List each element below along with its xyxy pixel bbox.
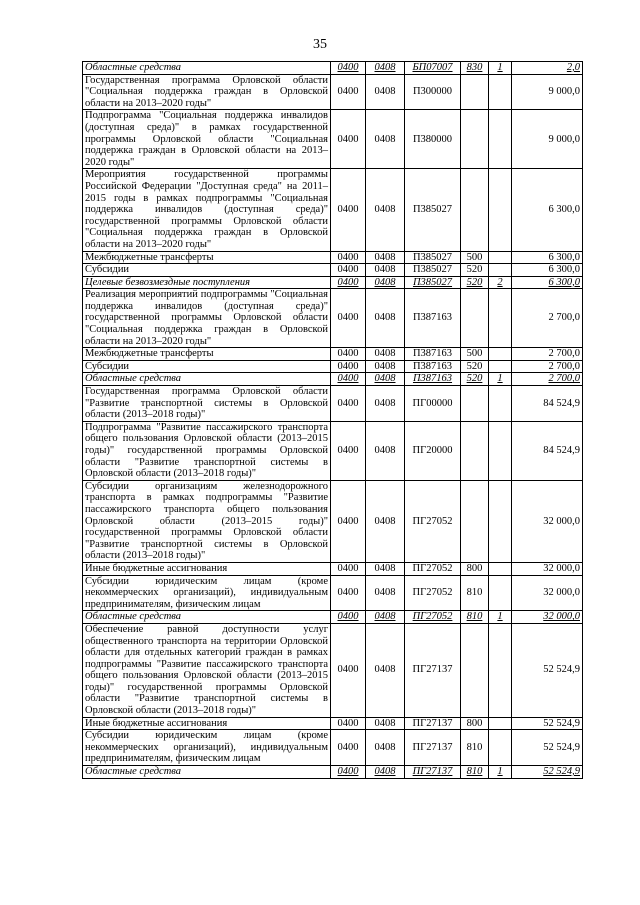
row-target-article: ПГ27052 xyxy=(405,575,461,611)
row-source-code: 1 xyxy=(489,611,512,624)
row-subsection-code: 0408 xyxy=(366,480,405,562)
row-name: Межбюджетные трансферты xyxy=(83,348,331,361)
row-expense-type xyxy=(461,289,489,348)
row-expense-type: 810 xyxy=(461,575,489,611)
row-amount: 2 700,0 xyxy=(512,360,583,373)
table-row xyxy=(83,110,583,169)
table-row xyxy=(83,276,583,289)
table-row xyxy=(83,386,583,422)
row-target-article: П387163 xyxy=(405,373,461,386)
row-expense-type: 800 xyxy=(461,562,489,575)
row-subsection-code: 0408 xyxy=(366,562,405,575)
row-subsection-code: 0408 xyxy=(366,110,405,169)
row-section-code: 0400 xyxy=(331,421,366,480)
table-row xyxy=(83,766,583,779)
row-source-code xyxy=(489,289,512,348)
row-name: Областные средства xyxy=(83,62,331,75)
row-amount: 32 000,0 xyxy=(512,562,583,575)
row-target-article: БП07007 xyxy=(405,62,461,75)
table-row xyxy=(83,62,583,75)
row-name: Областные средства xyxy=(83,611,331,624)
row-amount: 6 300,0 xyxy=(512,264,583,277)
row-expense-type xyxy=(461,386,489,422)
row-subsection-code: 0408 xyxy=(366,575,405,611)
row-source-code: 1 xyxy=(489,62,512,75)
row-subsection-code: 0408 xyxy=(366,421,405,480)
row-target-article: ПГ27052 xyxy=(405,480,461,562)
row-name: Подпрограмма "Развитие пассажирского транспорта общего пользования Орловской области (2013–2015 годы)" государственной программы Орловской области "Развитие транспортной системы в Орловской области (2013–2018 годы)" xyxy=(83,421,331,480)
row-expense-type xyxy=(461,421,489,480)
row-amount: 6 300,0 xyxy=(512,251,583,264)
row-name: Межбюджетные трансферты xyxy=(83,251,331,264)
row-expense-type: 520 xyxy=(461,373,489,386)
row-source-code xyxy=(489,251,512,264)
row-source-code: 2 xyxy=(489,276,512,289)
row-source-code xyxy=(489,264,512,277)
row-section-code: 0400 xyxy=(331,264,366,277)
row-section-code: 0400 xyxy=(331,562,366,575)
row-expense-type xyxy=(461,110,489,169)
row-target-article: П385027 xyxy=(405,276,461,289)
row-section-code: 0400 xyxy=(331,289,366,348)
row-target-article: ПГ27137 xyxy=(405,766,461,779)
row-target-article: ПГ27137 xyxy=(405,717,461,730)
row-target-article: П385027 xyxy=(405,169,461,251)
row-amount: 9 000,0 xyxy=(512,74,583,110)
row-amount: 52 524,9 xyxy=(512,717,583,730)
row-section-code: 0400 xyxy=(331,276,366,289)
row-section-code: 0400 xyxy=(331,611,366,624)
row-section-code: 0400 xyxy=(331,386,366,422)
row-name: Субсидии организациям железнодорожного транспорта в рамках подпрограммы "Развитие пассажирского транспорта общего пользования Орловской области (2013–2015 годы)" государственной программы Орловской области "Развитие транспортной системы в Орловской области (2013–2018 годы)" xyxy=(83,480,331,562)
row-section-code: 0400 xyxy=(331,360,366,373)
row-expense-type: 810 xyxy=(461,611,489,624)
row-target-article: П387163 xyxy=(405,360,461,373)
row-name: Субсидии юридическим лицам (кроме некоммерческих организаций), индивидуальным предпринимателям, физическим лицам xyxy=(83,575,331,611)
table-row xyxy=(83,575,583,611)
row-expense-type: 520 xyxy=(461,264,489,277)
row-subsection-code: 0408 xyxy=(366,289,405,348)
row-section-code: 0400 xyxy=(331,730,366,766)
row-expense-type: 520 xyxy=(461,276,489,289)
row-expense-type: 800 xyxy=(461,717,489,730)
row-name: Субсидии юридическим лицам (кроме некоммерческих организаций), индивидуальным предпринимателям, физическим лицам xyxy=(83,730,331,766)
row-subsection-code: 0408 xyxy=(366,276,405,289)
row-amount: 52 524,9 xyxy=(512,730,583,766)
row-name: Областные средства xyxy=(83,766,331,779)
table-row xyxy=(83,480,583,562)
row-expense-type: 810 xyxy=(461,730,489,766)
row-name: Мероприятия государственной программы Российской Федерации "Доступная среда" на 2011–2015 годы в рамках подпрограммы "Социальная поддержка инвалидов (доступная среда)" государственной программы Орловской области "Социальная поддержка граждан в Орловской области на 2013–2020 годы" xyxy=(83,169,331,251)
row-source-code xyxy=(489,562,512,575)
row-subsection-code: 0408 xyxy=(366,730,405,766)
row-source-code xyxy=(489,717,512,730)
row-section-code: 0400 xyxy=(331,62,366,75)
row-name: Иные бюджетные ассигнования xyxy=(83,562,331,575)
row-target-article: ПГ27137 xyxy=(405,730,461,766)
row-subsection-code: 0408 xyxy=(366,251,405,264)
row-amount: 32 000,0 xyxy=(512,480,583,562)
row-source-code xyxy=(489,480,512,562)
row-subsection-code: 0408 xyxy=(366,74,405,110)
table-row xyxy=(83,421,583,480)
table-row xyxy=(83,264,583,277)
row-section-code: 0400 xyxy=(331,251,366,264)
row-expense-type: 500 xyxy=(461,251,489,264)
row-target-article: П380000 xyxy=(405,110,461,169)
row-name: Государственная программа Орловской области "Социальная поддержка граждан в Орловской области на 2013–2020 годы" xyxy=(83,74,331,110)
row-subsection-code: 0408 xyxy=(366,348,405,361)
row-name: Целевые безвозмездные поступления xyxy=(83,276,331,289)
row-amount: 2 700,0 xyxy=(512,289,583,348)
row-subsection-code: 0408 xyxy=(366,623,405,717)
row-expense-type: 520 xyxy=(461,360,489,373)
row-section-code: 0400 xyxy=(331,575,366,611)
row-name: Обеспечение равной доступности услуг общественного транспорта на территории Орловской области для отдельных категорий граждан в рамках подпрограммы "Развитие пассажирского транспорта общего пользования Орловской области (2013–2015 годы)" государственной программы Орловской области "Развитие транспортной системы в Орловской области (2013–2018 годы)" xyxy=(83,623,331,717)
row-name: Подпрограмма "Социальная поддержка инвалидов (доступная среда)" в рамках государственной программы Орловской области "Социальная поддержка граждан в Орловской области на 2013–2020 годы" xyxy=(83,110,331,169)
row-expense-type xyxy=(461,480,489,562)
table-row xyxy=(83,730,583,766)
page-number: 35 xyxy=(313,37,327,52)
row-name: Иные бюджетные ассигнования xyxy=(83,717,331,730)
row-section-code: 0400 xyxy=(331,74,366,110)
row-amount: 6 300,0 xyxy=(512,169,583,251)
row-amount: 32 000,0 xyxy=(512,575,583,611)
row-target-article: ПГ27052 xyxy=(405,611,461,624)
row-source-code xyxy=(489,421,512,480)
row-source-code xyxy=(489,360,512,373)
row-target-article: ПГ00000 xyxy=(405,386,461,422)
row-target-article: ПГ27052 xyxy=(405,562,461,575)
row-source-code xyxy=(489,623,512,717)
row-amount: 32 000,0 xyxy=(512,611,583,624)
row-expense-type xyxy=(461,74,489,110)
row-source-code xyxy=(489,110,512,169)
table-row xyxy=(83,611,583,624)
row-expense-type: 830 xyxy=(461,62,489,75)
table-row xyxy=(83,373,583,386)
row-target-article: П385027 xyxy=(405,251,461,264)
row-section-code: 0400 xyxy=(331,348,366,361)
row-subsection-code: 0408 xyxy=(366,169,405,251)
row-amount: 52 524,9 xyxy=(512,766,583,779)
row-target-article: П387163 xyxy=(405,348,461,361)
row-subsection-code: 0408 xyxy=(366,386,405,422)
row-subsection-code: 0408 xyxy=(366,264,405,277)
row-section-code: 0400 xyxy=(331,169,366,251)
table-row xyxy=(83,169,583,251)
row-amount: 9 000,0 xyxy=(512,110,583,169)
table-row xyxy=(83,717,583,730)
row-section-code: 0400 xyxy=(331,717,366,730)
row-subsection-code: 0408 xyxy=(366,360,405,373)
table-row xyxy=(83,251,583,264)
row-source-code: 1 xyxy=(489,373,512,386)
row-amount: 52 524,9 xyxy=(512,623,583,717)
row-amount: 84 524,9 xyxy=(512,421,583,480)
row-amount: 6 300,0 xyxy=(512,276,583,289)
table-row xyxy=(83,348,583,361)
row-amount: 84 524,9 xyxy=(512,386,583,422)
row-source-code xyxy=(489,348,512,361)
table-row xyxy=(83,623,583,717)
table-row xyxy=(83,74,583,110)
row-name: Областные средства xyxy=(83,373,331,386)
row-section-code: 0400 xyxy=(331,110,366,169)
row-name: Субсидии xyxy=(83,264,331,277)
row-target-article: П300000 xyxy=(405,74,461,110)
table-row xyxy=(83,360,583,373)
row-name: Государственная программа Орловской области "Развитие транспортной системы в Орловской области (2013–2018 годы)" xyxy=(83,386,331,422)
row-expense-type: 810 xyxy=(461,766,489,779)
row-target-article: П385027 xyxy=(405,264,461,277)
row-section-code: 0400 xyxy=(331,480,366,562)
row-subsection-code: 0408 xyxy=(366,766,405,779)
row-expense-type xyxy=(461,169,489,251)
table-row xyxy=(83,289,583,348)
row-source-code xyxy=(489,386,512,422)
row-name: Субсидии xyxy=(83,360,331,373)
row-subsection-code: 0408 xyxy=(366,717,405,730)
row-amount: 2 700,0 xyxy=(512,348,583,361)
row-expense-type: 500 xyxy=(461,348,489,361)
row-section-code: 0400 xyxy=(331,766,366,779)
row-expense-type xyxy=(461,623,489,717)
row-amount: 2,0 xyxy=(512,62,583,75)
row-target-article: П387163 xyxy=(405,289,461,348)
row-source-code: 1 xyxy=(489,766,512,779)
budget-table-body xyxy=(83,62,583,779)
row-source-code xyxy=(489,575,512,611)
row-source-code xyxy=(489,74,512,110)
row-subsection-code: 0408 xyxy=(366,611,405,624)
budget-table xyxy=(82,61,583,779)
row-section-code: 0400 xyxy=(331,373,366,386)
row-subsection-code: 0408 xyxy=(366,62,405,75)
row-target-article: ПГ20000 xyxy=(405,421,461,480)
row-target-article: ПГ27137 xyxy=(405,623,461,717)
row-amount: 2 700,0 xyxy=(512,373,583,386)
row-section-code: 0400 xyxy=(331,623,366,717)
row-source-code xyxy=(489,730,512,766)
row-subsection-code: 0408 xyxy=(366,373,405,386)
table-row xyxy=(83,562,583,575)
row-name: Реализация мероприятий подпрограммы "Социальная поддержка инвалидов (доступная среда)" государственной программы Орловской области "Социальная поддержка граждан в Орловской области на 2013–2020 годы" xyxy=(83,289,331,348)
row-source-code xyxy=(489,169,512,251)
